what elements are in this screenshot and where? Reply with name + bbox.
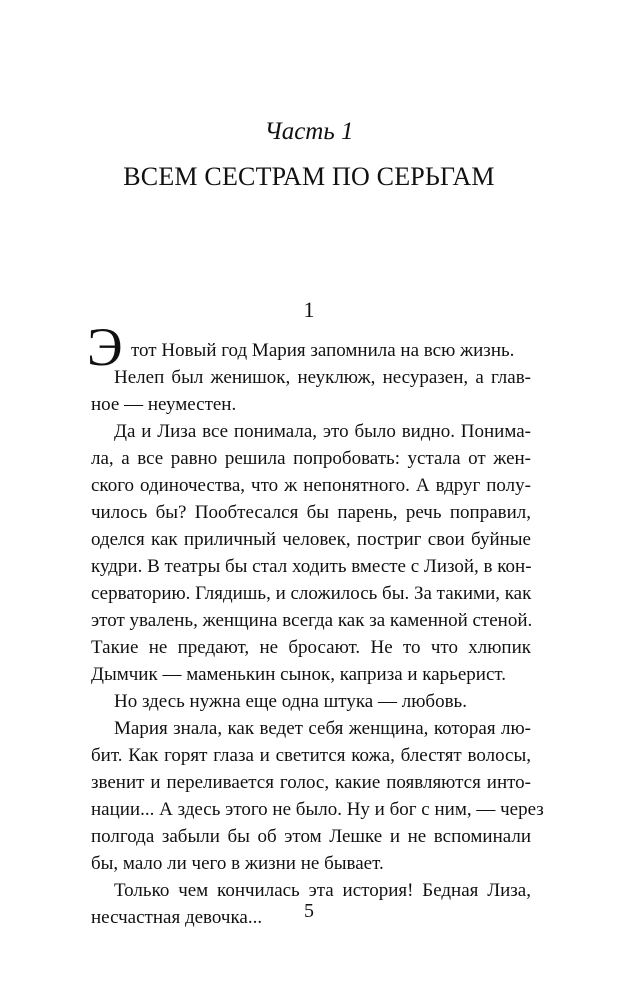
text-line: Э тот Новый год Мария запомнила на всю жизнь. — [87, 317, 515, 377]
text-line: полгода забыли бы об этом Лешке и не вспоминали — [91, 826, 531, 847]
text-line: серваторию. Глядишь, и сложилось бы. За такими, как — [91, 583, 532, 604]
text-line: ского одиночества, что ж непонятного. А вдруг полу- — [91, 475, 531, 496]
text-line: нации... А здесь этого не было. Ну и бог с ним, — через — [91, 799, 544, 820]
text-line: ное — неуместен. — [91, 394, 237, 415]
text-line: оделся как приличный человек, постриг свои буйные — [91, 529, 531, 550]
text-line: несчастная девочка... — [91, 907, 263, 928]
chapter-number: 1 — [303, 297, 315, 322]
part-title: ВСЕМ СЕСТРАМ ПО СЕРЬГАМ — [123, 162, 495, 191]
drop-cap: Э — [87, 317, 123, 377]
text-line: Дымчик — маменькин сынок, каприза и карьерист. — [91, 664, 507, 685]
text-line: Такие не предают, не бросают. Не то что хлюпик — [91, 637, 531, 658]
text-line: Нелеп был женишок, неуклюж, несуразен, а глав- — [114, 367, 531, 388]
text-line: Мария знала, как ведет себя женщина, которая лю- — [114, 718, 531, 739]
text-line: ла, а все равно решила попробовать: устала от жен- — [91, 448, 531, 469]
text-line: бит. Как горят глаза и светится кожа, блестят волосы, — [91, 745, 531, 766]
page-number: 5 — [304, 900, 314, 922]
text-line: звенит и переливается голос, какие появляются инто- — [91, 772, 531, 793]
text-line: Но здесь нужна еще одна штука — любовь. — [114, 691, 467, 712]
text-line: бы, мало ли чего в жизни не бывает. — [91, 853, 384, 874]
text-line: Только чем кончилась эта история! Бедная Лиза, — [114, 880, 531, 901]
part-label: Часть 1 — [264, 118, 354, 145]
text-line: кудри. В театры бы стал ходить вместе с Лизой, в кон- — [91, 556, 532, 577]
text-line: чилось бы? Пообтесался бы парень, речь поправил, — [91, 502, 531, 523]
text-line: Да и Лиза все понимала, это было видно. Понима- — [114, 421, 531, 442]
text-line: этот увалень, женщина всегда как за каменной стеной. — [91, 610, 533, 631]
body-text — [87, 317, 544, 931]
